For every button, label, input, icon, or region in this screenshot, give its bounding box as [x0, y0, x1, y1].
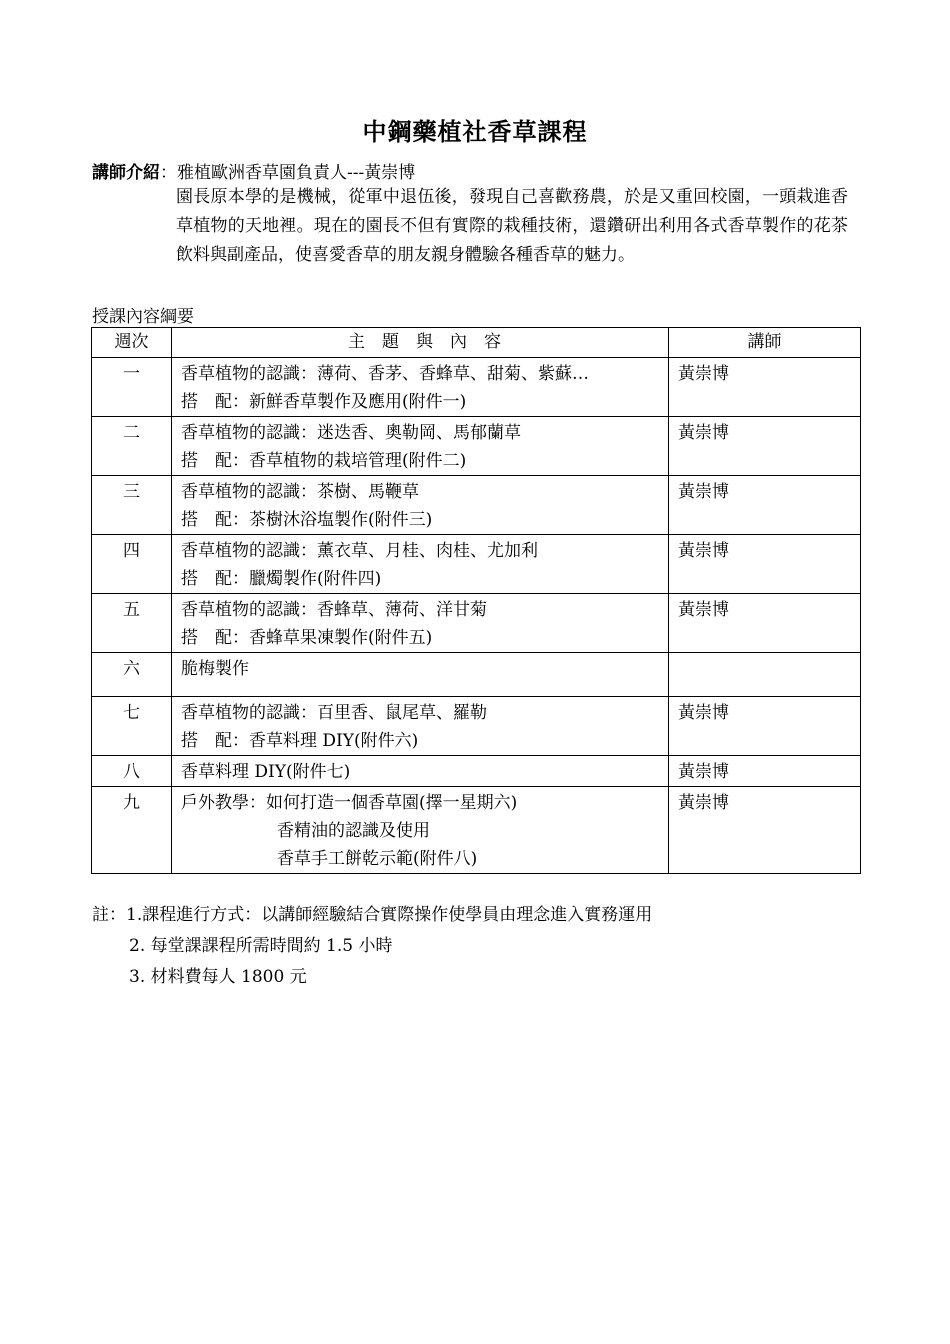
- topic-cell: [172, 697, 669, 756]
- topic-line: 香草植物的認識：迷迭香、奧勒岡、馬郁蘭草: [181, 423, 521, 443]
- topic-cell: [172, 787, 669, 874]
- table-row: [92, 417, 861, 476]
- topic-cell: [172, 535, 669, 594]
- teacher-cell: 黃崇博: [669, 756, 861, 787]
- topic-line: 搭 配：臘燭製作(附件四): [181, 569, 382, 589]
- note-line: 3. 材料費每人 1800 元: [129, 967, 307, 987]
- topic-line: 香草植物的認識：茶樹、馬鞭草: [181, 482, 419, 502]
- topic-line: 搭 配：香草料理 DIY(附件六): [181, 731, 419, 751]
- topic-line: 搭 配：香蜂草果凍製作(附件五): [181, 628, 433, 648]
- teacher-cell: 黃崇博: [669, 787, 861, 874]
- instructor-label: 講師介紹: [92, 163, 160, 183]
- topic-cell: [172, 756, 669, 787]
- table-row: [92, 476, 861, 535]
- page-title: 中鋼藥植社香草課程: [362, 117, 588, 146]
- week-cell: 八: [92, 756, 172, 787]
- topic-line: 香草手工餅乾示範(附件八): [277, 849, 478, 869]
- week-cell: 六: [92, 653, 172, 697]
- topic-line: 搭 配：新鮮香草製作及應用(附件一): [181, 392, 467, 412]
- topic-line: 戶外教學：如何打造一個香草園(擇一星期六): [181, 793, 518, 813]
- week-cell: 三: [92, 476, 172, 535]
- teacher-cell: 黃崇博: [669, 594, 861, 653]
- teacher-cell: 黃崇博: [669, 417, 861, 476]
- topic-line: 香草料理 DIY(附件七): [181, 762, 351, 782]
- teacher-cell: 黃崇博: [669, 697, 861, 756]
- table-row: [92, 653, 861, 697]
- schedule-table: [91, 327, 861, 874]
- header-week: 週次: [92, 328, 172, 358]
- teacher-cell: 黃崇博: [669, 535, 861, 594]
- instructor-intro: [92, 158, 415, 183]
- teacher-cell: 黃崇博: [669, 476, 861, 535]
- table-header-row: [92, 328, 861, 358]
- table-row: [92, 787, 861, 874]
- week-cell: 二: [92, 417, 172, 476]
- week-cell: 九: [92, 787, 172, 874]
- topic-line: 香草植物的認識：百里香、鼠尾草、羅勒: [181, 703, 487, 723]
- header-teacher: 講師: [669, 328, 861, 358]
- topic-line: 香精油的認識及使用: [277, 821, 430, 841]
- outline-label: 授課內容綱要: [92, 307, 194, 327]
- week-cell: 四: [92, 535, 172, 594]
- instructor-name: 雅植歐洲香草園負責人---黃崇博: [177, 163, 416, 183]
- table-row: [92, 756, 861, 787]
- topic-cell: [172, 476, 669, 535]
- note-line: 註：1.課程進行方式：以講師經驗結合實際操作使學員由理念進入實務運用: [92, 905, 653, 925]
- header-topic: 主 題 與 內 容: [172, 328, 669, 358]
- week-cell: 七: [92, 697, 172, 756]
- teacher-cell: [669, 653, 861, 697]
- topic-line: 香草植物的認識：香蜂草、薄荷、洋甘菊: [181, 600, 487, 620]
- week-cell: 一: [92, 358, 172, 417]
- topic-cell: [172, 358, 669, 417]
- topic-line: 香草植物的認識：薰衣草、月桂、肉桂、尤加利: [181, 541, 538, 561]
- topic-cell: [172, 594, 669, 653]
- instructor-colon: ：: [160, 163, 177, 183]
- notes: [92, 900, 652, 993]
- topic-line: 搭 配：茶樹沐浴塩製作(附件三): [181, 510, 433, 530]
- instructor-bio: 園長原本學的是機械，從軍中退伍後，發現自己喜歡務農，於是又重回校園，一頭栽進香草植物的天地裡。現在的園長不但有實際的栽種技術，還鑽研出利用各式香草製作的花茶飲料與副產品，使喜愛香草的朋友親身體驗各種香草的魅力。: [176, 187, 848, 265]
- topic-line: 脆梅製作: [181, 659, 249, 679]
- teacher-cell: 黃崇博: [669, 358, 861, 417]
- topic-line: 香草植物的認識：薄荷、香茅、香蜂草、甜菊、紫蘇…: [181, 364, 589, 384]
- note-line: 2. 每堂課課程所需時間約 1.5 小時: [129, 936, 393, 956]
- table-row: [92, 535, 861, 594]
- topic-line: 搭 配：香草植物的栽培管理(附件二): [181, 451, 467, 471]
- topic-cell: [172, 417, 669, 476]
- table-row: [92, 594, 861, 653]
- table-row: [92, 697, 861, 756]
- topic-cell: [172, 653, 669, 697]
- week-cell: 五: [92, 594, 172, 653]
- table-row: [92, 358, 861, 417]
